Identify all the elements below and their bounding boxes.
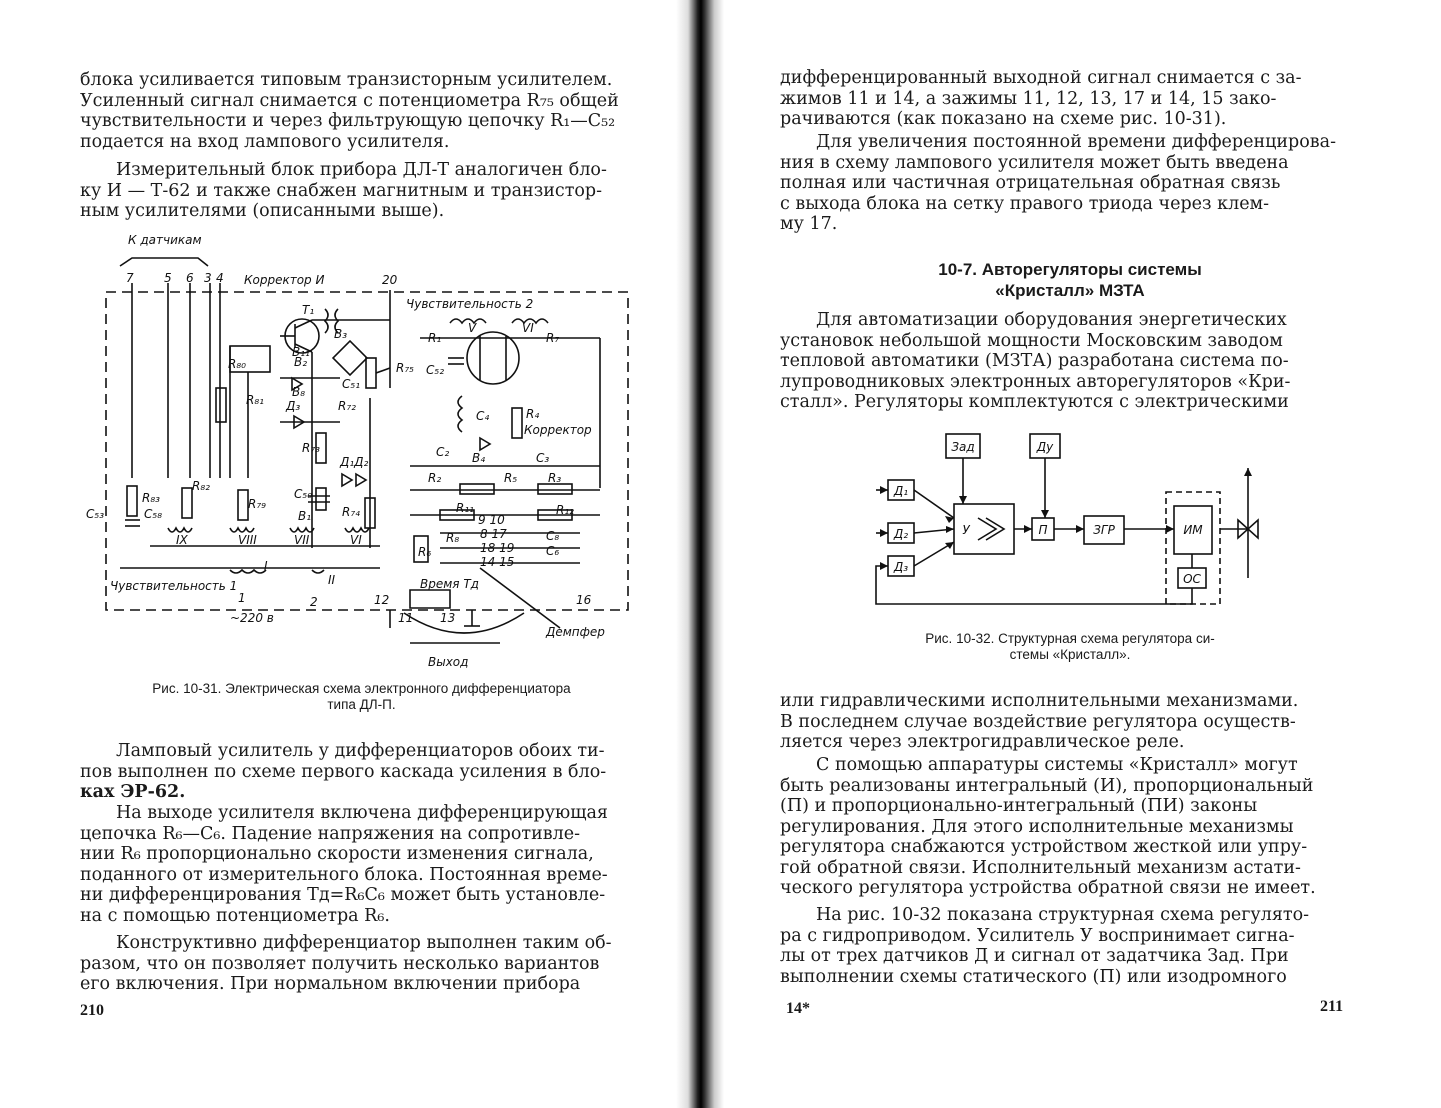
- label-c52: C₅₂: [426, 363, 444, 377]
- right-paragraph-3: Для автоматизации оборудования энергетических установок небольшой мощности Московским заводом тепловой автоматики (МЗТА) разработана система по- лупроводниковых электронных авторегуляторов «Кри- сталл». Регуляторы комплектуются с электрическими: [780, 310, 1291, 412]
- label-c8: C₈: [546, 529, 560, 543]
- label-zad: Зад: [951, 440, 975, 454]
- label-b2: B₂: [294, 355, 308, 369]
- left-page: [0, 0, 700, 1108]
- left-paragraph-5: Конструктивно дифференциатор выполнен таким об- разом, что он позволяет получить несколько вариантов его включения. При нормальном включении прибора: [80, 933, 612, 994]
- label-r83: R₈₃: [142, 491, 160, 505]
- terminal-2: 2: [310, 595, 318, 609]
- label-v: V: [468, 321, 477, 335]
- label-r11: R₁₁: [456, 501, 474, 515]
- label-r72: R₇₂: [338, 399, 356, 413]
- label-b8: B₈: [292, 385, 306, 399]
- label-d1: Д₁: [893, 484, 909, 498]
- label-c4: C₄: [476, 409, 490, 423]
- label-r8: R₈: [446, 531, 460, 545]
- left-paragraph-2: Измерительный блок прибора ДЛ-Т аналогичен бло- ку И — Т-62 и также снабжен магнитным и транзистор- ным усилителями (описанными выше).: [80, 160, 607, 221]
- label-d3: Д₃: [286, 399, 301, 413]
- label-r4: R₄: [526, 407, 540, 421]
- label-r3: R₃: [548, 471, 562, 485]
- label-vremya-td: Время Tд: [420, 577, 479, 591]
- left-paragraph-1: блока усиливается типовым транзисторным усилителем. Усиленный сигнал снимается с потенциометра R₇₅ общей чувствительности и через фильтрующую цепочку R₁—C₅₂ подается на вход лампового усилителя.: [80, 70, 619, 152]
- terminal-11: 11: [398, 611, 414, 625]
- label-korrektor-i: Корректор И: [244, 273, 325, 287]
- label-c53: C₅₃: [86, 507, 104, 521]
- label-vi: VI: [350, 533, 362, 547]
- right-page: [700, 0, 1441, 1108]
- label-r6: R₆: [418, 545, 432, 559]
- label-dempfer: Демпфер: [546, 625, 605, 639]
- right-page-number: 211: [1320, 998, 1344, 1015]
- label-c2: C₂: [436, 445, 450, 459]
- right-paragraph-2: Для увеличения постоянной времени дифференцирова- ния в схему лампового усилителя может быть введена полная или частичная отрицательная обратная связь с выхода блока на сетку правого триода через клем- му 17.: [780, 132, 1336, 234]
- terminal-3: 3: [204, 271, 212, 285]
- label-c51: C₅₁: [342, 377, 360, 391]
- label-t1: T₁: [302, 303, 315, 317]
- terminal-6: 6: [186, 271, 194, 285]
- label-du: Ду: [1036, 440, 1054, 454]
- label-r82: R₈₂: [192, 479, 210, 493]
- label-winding-i: I: [264, 559, 268, 573]
- label-winding-ii: II: [328, 573, 336, 587]
- block-diagram-10-32: [868, 428, 1288, 613]
- label-r2: R₂: [428, 471, 442, 485]
- right-paragraph-5: С помощью аппаратуры системы «Кристалл» могут быть реализованы интегральный (И), пропорциональный (П) и пропорционально-интегральный (ПИ) законы регулирования. Для этого исполнительные механизмы регулятора снабжаются устройством жесткой или упру- гой обратной связи. Исполнительный механизм астати- ческого регулятора устройства обратной связи не имеет.: [780, 755, 1316, 898]
- left-figure-caption: Рис. 10-31. Электрическая схема электронного дифференциатора типа ДЛ-П.: [152, 681, 571, 712]
- terminal-4: 4: [216, 271, 224, 285]
- label-r7: R₇: [546, 331, 560, 345]
- label-ix: IX: [176, 533, 188, 547]
- label-r79: R₇₉: [248, 497, 266, 511]
- terminal-18-19: 18 19: [480, 541, 515, 555]
- label-d1d2: Д₁Д₂: [340, 455, 369, 469]
- section-heading: 10-7. Авторегуляторы системы «Кристалл» МЗТА: [938, 260, 1202, 300]
- terminal-16: 16: [576, 593, 592, 607]
- label-b3: B₃: [334, 327, 348, 341]
- right-paragraph-6: На рис. 10-32 показана структурная схема регулято- ра с гидроприводом. Усилитель У воспринимает сигна- лы от трех датчиков Д и сигнал от задатчика Зад. При выполнении схемы статического (П) или изодромного: [780, 905, 1310, 987]
- left-paragraph-4: На выходе усилителя включена дифференцирующая цепочка R₆—C₆. Падение напряжения на сопротивле- нии R₆ пропорционально скорости изменения сигнала, поданного от измерительного блока. Постоянная време- ни дифференцирования Tд=R₆C₆ может быть установле- на с помощью потенциометра R₆.: [80, 803, 608, 926]
- label-c6: C₆: [546, 544, 560, 558]
- terminal-13: 13: [440, 611, 456, 625]
- label-k-datchikam: К датчикам: [128, 233, 202, 247]
- label-d3: Д₃: [893, 560, 909, 574]
- circuit-diagram-10-31: [80, 228, 640, 673]
- left-page-number: 210: [80, 1002, 104, 1019]
- label-korrektor: Корректор: [524, 423, 592, 437]
- label-vyhod: Выход: [428, 655, 469, 669]
- signature-mark: 14*: [786, 1000, 810, 1017]
- label-r5: R₅: [504, 471, 518, 485]
- label-p: П: [1038, 523, 1048, 537]
- label-b11: B₁₁: [292, 345, 310, 359]
- label-r75: R₇₅: [396, 361, 414, 375]
- label-r12: R₁₂: [556, 503, 574, 517]
- left-paragraph-3: Ламповый усилитель у дифференциаторов обоих ти- пов выполнен по схеме первого каскада усиления в бло- ках ЭР-62.: [80, 741, 607, 802]
- label-im: ИМ: [1183, 523, 1203, 537]
- label-viii: VIII: [238, 533, 257, 547]
- terminal-7: 7: [126, 271, 134, 285]
- label-os: ОС: [1183, 572, 1201, 586]
- label-r81: R₈₁: [246, 393, 264, 407]
- terminal-1: 1: [238, 591, 246, 605]
- label-zgr: ЗГР: [1093, 523, 1115, 537]
- label-vi-coil: VI: [522, 321, 534, 335]
- label-r74: R₇₄: [342, 505, 360, 519]
- right-paragraph-4: или гидравлическими исполнительными механизмами. В последнем случае воздействие регулятора осуществ- ляется через электрогидравлическое реле.: [780, 691, 1299, 752]
- label-c50: C₅₀: [294, 487, 312, 501]
- label-r1: R₁: [428, 331, 442, 345]
- label-c58: C₅₈: [144, 507, 162, 521]
- right-figure-caption: Рис. 10-32. Структурная схема регулятора си- стемы «Кристалл».: [925, 631, 1215, 662]
- label-c3: C₃: [536, 451, 550, 465]
- label-r80: R₈₀: [228, 357, 246, 371]
- label-sensitivity-1: Чувствительность 1: [110, 579, 238, 593]
- label-u: У: [962, 523, 970, 537]
- terminal-20: 20: [382, 273, 398, 287]
- right-paragraph-1: дифференцированный выходной сигнал снимается с за- жимов 11 и 14, а зажимы 11, 12, 13, 17 и 14, 15 зако- рачиваются (как показано на схеме рис. 10-31).: [780, 68, 1302, 129]
- terminal-9-10: 9 10: [478, 513, 505, 527]
- label-vii: VII: [294, 533, 310, 547]
- label-b4: B₄: [472, 451, 486, 465]
- terminal-5: 5: [164, 271, 172, 285]
- label-220v: ~220 в: [230, 611, 274, 625]
- label-b1: B₁: [298, 509, 312, 523]
- terminal-8-17: 8 17: [480, 527, 507, 541]
- terminal-12: 12: [374, 593, 390, 607]
- label-d2: Д₂: [893, 527, 909, 541]
- label-sensitivity-2: Чувствительность 2: [406, 297, 534, 311]
- terminal-14-15: 14 15: [480, 555, 515, 569]
- label-r73: R₇₃: [302, 441, 320, 455]
